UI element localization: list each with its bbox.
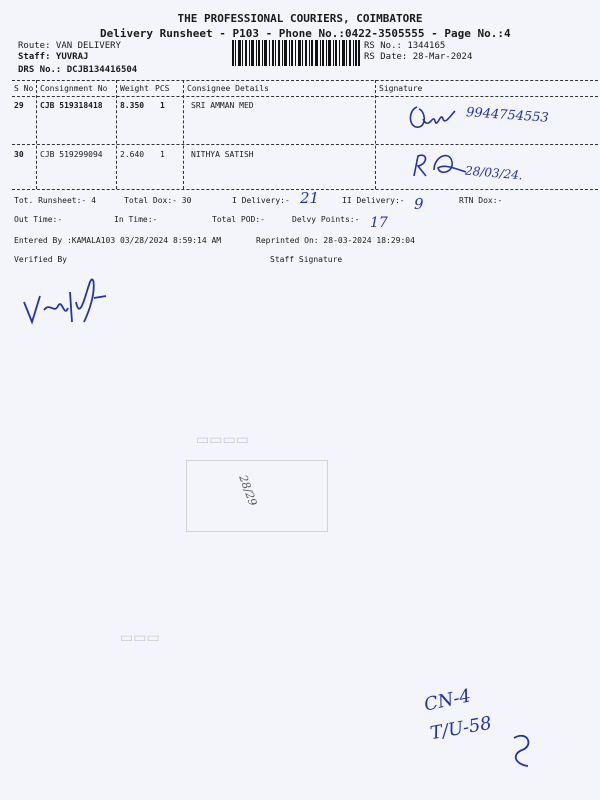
route: Route: VAN DELIVERY xyxy=(18,41,121,51)
header-weight: Weight xyxy=(120,84,149,93)
bottom-scribble xyxy=(508,728,536,770)
verified-signature xyxy=(14,262,110,332)
row-sno: 29 xyxy=(14,101,24,110)
row-weight: 2.640 xyxy=(120,150,145,159)
i-delivery: I Delivery:- xyxy=(232,196,290,205)
col-rule xyxy=(183,80,184,189)
tot-runsheet: Tot. Runsheet:- 4 xyxy=(14,196,96,205)
bottom-note-tu: T/U-58 xyxy=(428,712,494,745)
total-dox: Total Dox:- 30 xyxy=(124,196,192,205)
staff: Staff: YUVRAJ xyxy=(18,52,89,62)
delvy-points-value: 17 xyxy=(370,215,388,231)
table-header-rule xyxy=(12,96,598,97)
table-top-rule xyxy=(12,80,598,81)
header-pcs: PCS xyxy=(155,84,170,93)
verified-by: Verified By xyxy=(14,255,67,264)
in-time: In Time:- xyxy=(114,215,158,224)
rs-number: RS No.: 1344165 xyxy=(364,41,446,51)
row-sno: 30 xyxy=(14,150,24,159)
row-consignee: NITHYA SATISH xyxy=(191,150,254,159)
drs-number: DRS No.: DCJB134416504 xyxy=(18,65,138,75)
signature-phone: 9944754553 xyxy=(465,105,550,126)
bottom-note-cn: CN-4 xyxy=(422,685,473,716)
runsheet-subtitle: Delivery Runsheet - P103 - Phone No.:0422-3505555 - Page No.:4 xyxy=(100,27,511,40)
col-rule xyxy=(116,80,117,189)
signature-date: 28/03/24. xyxy=(464,163,524,183)
barcode xyxy=(232,40,360,66)
header-signature: Signature xyxy=(379,84,423,93)
row-pcs: 1 xyxy=(160,101,165,110)
reprinted-on: Reprinted On: 28-03-2024 18:29:04 xyxy=(256,236,415,245)
row-consignee: SRI AMMAN MED xyxy=(191,101,254,110)
signature-scribble xyxy=(405,101,465,135)
staff-signature: Staff Signature xyxy=(270,255,343,264)
row-pcs: 1 xyxy=(160,150,165,159)
col-rule xyxy=(36,80,37,189)
delvy-points: Delvy Points:- xyxy=(292,215,360,224)
row-weight: 8.350 xyxy=(120,101,145,110)
row-consignment: CJB 519318418 xyxy=(40,101,103,110)
rtn-dox: RTN Dox:- xyxy=(459,196,503,205)
ii-delivery-value: 9 xyxy=(414,195,424,213)
row-consignment: CJB 519299094 xyxy=(40,150,103,159)
side-note: 28/29 xyxy=(236,473,260,508)
entered-by: Entered By :KAMALA103 03/28/2024 8:59:14 AM xyxy=(14,236,222,245)
header-consignee: Consignee Details xyxy=(187,84,269,93)
header-sno: S No xyxy=(14,84,34,93)
out-time: Out Time:- xyxy=(14,215,63,224)
ii-delivery: II Delivery:- xyxy=(342,196,405,205)
signature-scribble xyxy=(410,146,470,182)
col-rule xyxy=(375,80,376,189)
i-delivery-value: 21 xyxy=(300,189,320,207)
rs-date: RS Date: 28-Mar-2024 xyxy=(364,52,473,62)
company-name: THE PROFESSIONAL COURIERS, COIMBATORE xyxy=(177,12,423,25)
row-divider xyxy=(12,144,598,145)
header-consignment: Consignment No xyxy=(40,84,108,93)
total-pod: Total POD:- xyxy=(212,215,265,224)
